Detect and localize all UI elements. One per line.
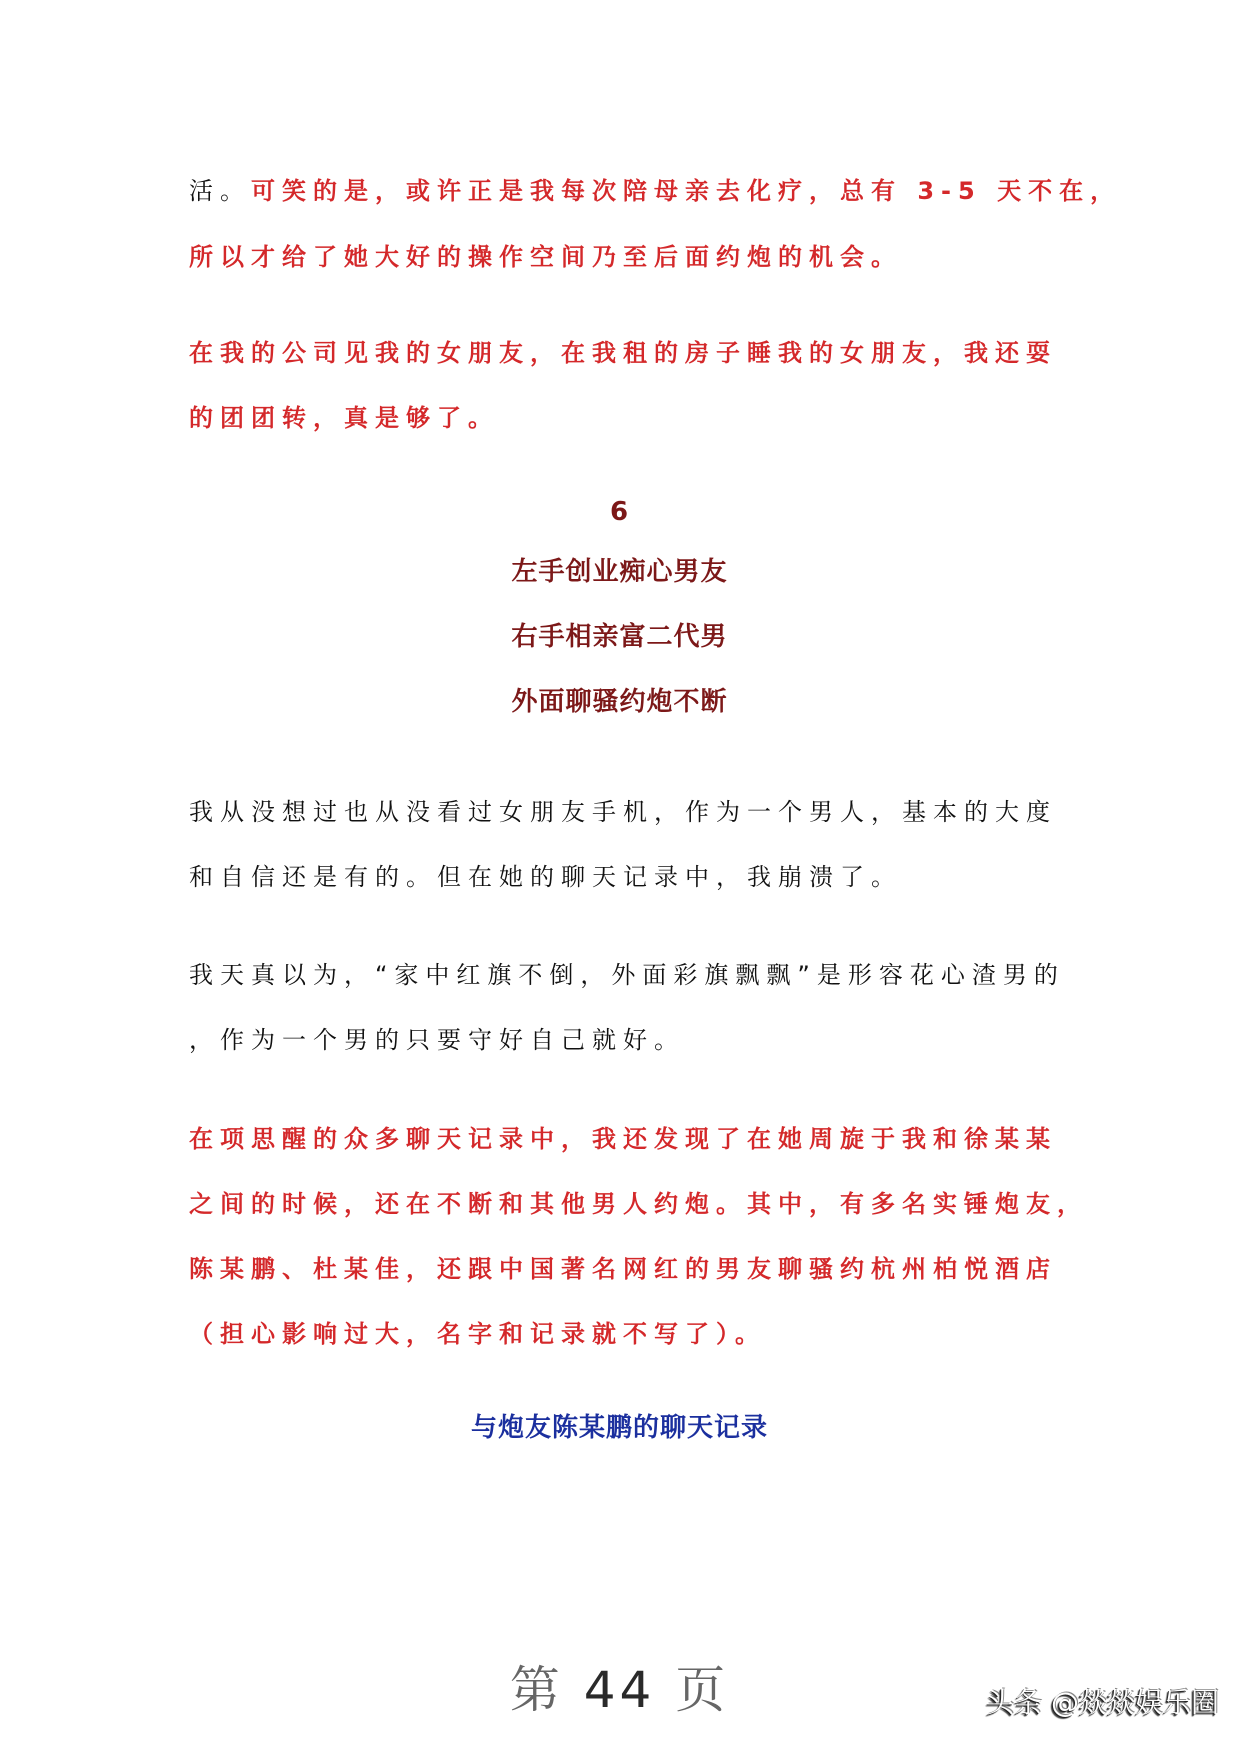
body-text: 活。 <box>189 177 251 205</box>
paragraph-4-line-2: ，作为一个男的只要守好自己就好。 <box>189 1026 685 1054</box>
page-suffix: 页 <box>675 1661 730 1719</box>
section-heading-line-2: 右手相亲富二代男 <box>511 622 728 652</box>
section-heading-line-1: 左手创业痴心男友 <box>511 557 728 587</box>
paragraph-5-line-3: 陈某鹏、杜某佳，还跟中国著名网红的男友聊骚约杭州柏悦酒店 <box>189 1255 1057 1283</box>
watermark: 头条 @燚燚娱乐圈 <box>986 1686 1219 1719</box>
paragraph-5-line-4: （担心影响过大，名字和记录就不写了）。 <box>189 1320 766 1348</box>
paragraph-3-line-1: 我从没想过也从没看过女朋友手机，作为一个男人，基本的大度 <box>189 798 1057 826</box>
page-prefix: 第 <box>509 1661 564 1719</box>
emphasis-text: 可笑的是，或许正是我每次陪母亲去化疗，总有 3-5 天不在， <box>251 177 1122 205</box>
paragraph-1-line-1 <box>189 171 1122 211</box>
image-caption: 与炮友陈某鹏的聊天记录 <box>470 1413 768 1443</box>
page-number-value: 44 <box>583 1661 656 1719</box>
paragraph-5-line-2: 之间的时候，还在不断和其他男人约炮。其中，有多名实锤炮友， <box>189 1190 1088 1218</box>
paragraph-5-line-1: 在项思醒的众多聊天记录中，我还发现了在她周旋于我和徐某某 <box>189 1125 1057 1153</box>
paragraph-2-line-1: 在我的公司见我的女朋友，在我租的房子睡我的女朋友，我还耍 <box>189 339 1057 367</box>
paragraph-2-line-2: 的团团转，真是够了。 <box>189 404 499 432</box>
paragraph-3-line-2: 和自信还是有的。但在她的聊天记录中，我崩溃了。 <box>189 863 902 891</box>
section-number: 6 <box>609 497 630 527</box>
section-heading-line-3: 外面聊骚约炮不断 <box>511 687 728 717</box>
paragraph-1-line-2: 所以才给了她大好的操作空间乃至后面约炮的机会。 <box>189 243 902 271</box>
paragraph-4-line-1: 我天真以为，“家中红旗不倒，外面彩旗飘飘”是形容花心渣男的 <box>189 961 1065 989</box>
